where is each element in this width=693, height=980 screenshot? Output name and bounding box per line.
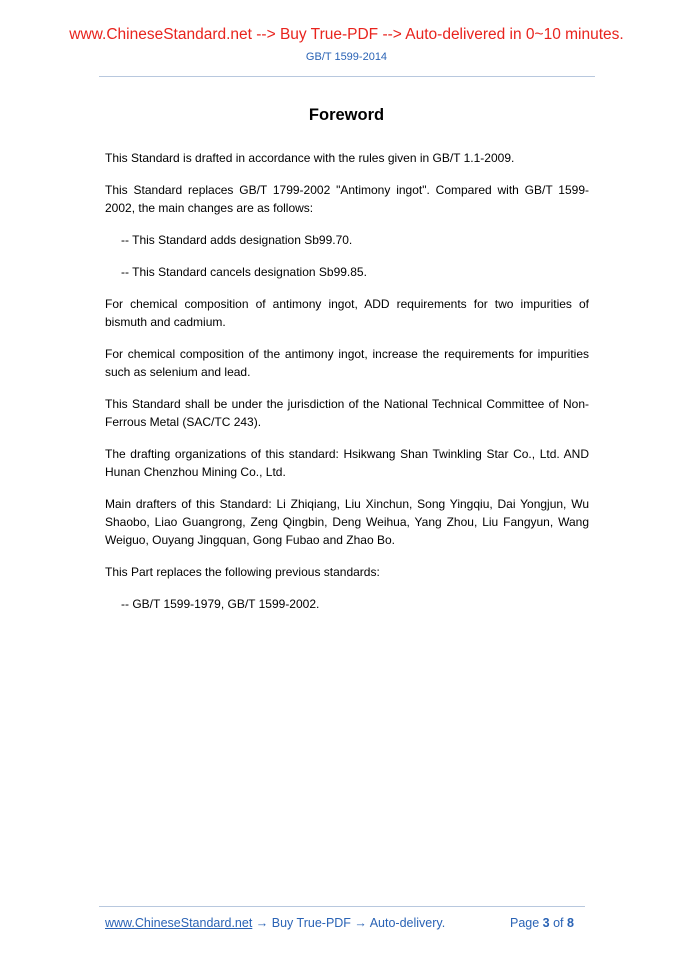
paragraph-main-drafters: Main drafters of this Standard: Li Zhiqiang, Liu Xinchun, Song Yingqiu, Dai Yongjun, Wu Shaobo, Liao Guangrong, Zeng Qingbin, Deng Weihua, Yang Zhou, Liu Fangyun, Wang Weiguo, Ouyang Jingquan, Gong Fubao and Zhao Bo. — [105, 497, 589, 547]
list-item-cancels-designation: -- This Standard cancels designation Sb99.85. — [121, 265, 367, 279]
paragraph-drafting-organizations: The drafting organizations of this standard: Hsikwang Shan Twinkling Star Co., Ltd. AND Hunan Chenzhou Mining Co., Ltd. — [105, 447, 589, 479]
standard-code-header: GB/T 1599-2014 — [305, 51, 388, 63]
footer-promo — [105, 916, 445, 930]
list-item-previous-editions: -- GB/T 1599-1979, GB/T 1599-2002. — [121, 597, 320, 611]
paragraph-selenium-lead: For chemical composition of the antimony ingot, increase the requirements for impurities such as selenium and lead. — [105, 347, 589, 379]
footer-site-link[interactable]: www.ChineseStandard.net — [105, 916, 253, 930]
top-promo-banner[interactable]: www.ChineseStandard.net --> Buy True-PDF --> Auto-delivered in 0~10 minutes. — [69, 26, 624, 43]
paragraph-jurisdiction: This Standard shall be under the jurisdiction of the National Technical Committee of Non-Ferrous Metal (SAC/TC 243). — [105, 397, 589, 429]
page-current-number: 3 — [542, 916, 550, 930]
paragraph-replaces: This Standard replaces GB/T 1799-2002 "Antimony ingot". Compared with GB/T 1599-2002, the main changes are as follows: — [105, 183, 589, 215]
paragraph-drafting-rules: This Standard is drafted in accordance with the rules given in GB/T 1.1-2009. — [105, 151, 515, 165]
page-indicator — [510, 916, 574, 930]
paragraph-bismuth-cadmium: For chemical composition of antimony ingot, ADD requirements for two impurities of bismuth and cadmium. — [105, 297, 589, 329]
page-of-label: of — [549, 916, 567, 930]
document-body — [105, 149, 589, 627]
page-title: Foreword — [308, 106, 385, 124]
page-label: Page — [510, 916, 543, 930]
page-total-number: 8 — [567, 916, 574, 930]
header-divider — [99, 76, 595, 77]
footer-tagline: → Buy True-PDF → Auto-delivery. — [252, 916, 446, 930]
footer-divider — [99, 906, 585, 907]
paragraph-previous-standards: This Part replaces the following previous standards: — [105, 565, 380, 579]
list-item-adds-designation: -- This Standard adds designation Sb99.70. — [121, 233, 353, 247]
